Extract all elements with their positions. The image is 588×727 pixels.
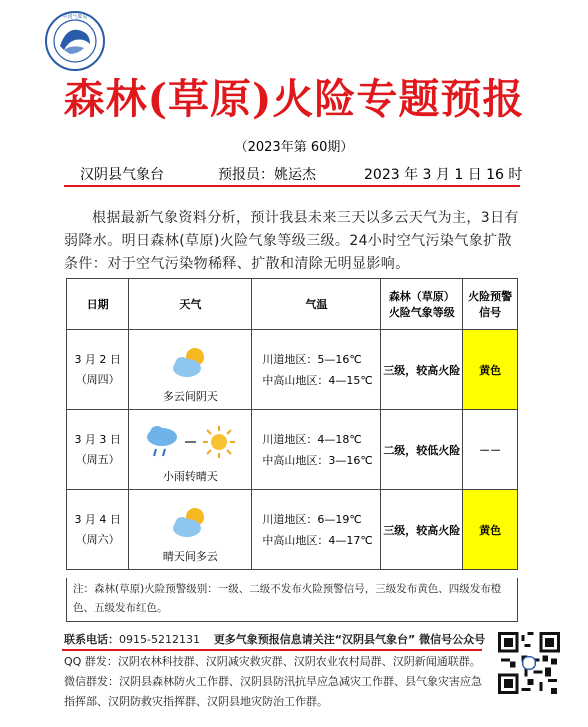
arrow-icon [184, 437, 198, 447]
row-date: 3 月 2 日 [74, 352, 121, 366]
partly-cloudy-icon [170, 504, 210, 540]
partly-cloudy-icon [170, 344, 210, 380]
row-date: 3 月 4 日 [74, 512, 121, 526]
wechat-groups: 微信群发：汉阴县森林防火工作群、汉阴县防汛抗旱应急减灾工作群、县气象灾害应急指挥部、汉阴防救灾指挥群、汉阴县地灾防治工作群。 [64, 675, 482, 708]
row-weather: 小雨转晴天 [162, 469, 218, 483]
qr-code[interactable] [498, 632, 560, 694]
header-warning-signal: 火险预警信号 [463, 279, 518, 330]
row-fire-level: 二级，较低火险 [381, 410, 463, 490]
footer-divider [62, 649, 482, 651]
follow-text: 更多气象预报信息请关注“汉阴县气象台” 微信号公众号 [213, 633, 486, 646]
sun-icon [202, 425, 236, 459]
row-temp-mountain: 中高山地区：4—17℃ [262, 533, 373, 547]
row-date: 3 月 3 日 [74, 432, 121, 446]
station-name: 汉阴县气象台 [80, 167, 164, 183]
rain-cloud-icon [144, 423, 180, 461]
forecast-table [66, 278, 518, 570]
row-weather: 多云间阴天 [162, 389, 218, 403]
table-row [67, 490, 518, 570]
issue-number: （2023年第 60期） [234, 140, 354, 155]
page-title: 森林(草原)火险专题预报 [63, 75, 525, 123]
table-row [67, 410, 518, 490]
row-weekday: （周四） [75, 372, 120, 386]
row-fire-level: 三级，较高火险 [381, 490, 463, 570]
header-date: 日期 [67, 279, 129, 330]
row-fire-level: 三级，较高火险 [381, 330, 463, 410]
header-divider [64, 185, 520, 187]
row-temp-valley: 川道地区：5—16℃ [262, 352, 362, 366]
forecaster: 预报员：姚运杰 [218, 167, 316, 183]
contact-line [64, 631, 485, 647]
phone-number: 0915-5212131 [119, 633, 200, 646]
row-weather: 晴天间多云 [162, 549, 218, 563]
phone-label: 联系电话： [64, 633, 119, 646]
table-row [67, 330, 518, 410]
row-warning-signal: 黄色 [463, 490, 518, 570]
row-warning-signal: 黄色 [463, 330, 518, 410]
row-temp-valley: 川道地区：4—18℃ [262, 432, 362, 446]
table-header-row [67, 279, 518, 330]
table-note: 注：森林(草原)火险预警级别：一级、二级不发布火险预警信号，三级发布黄色、四级发布橙色、五级发布红色。 [66, 578, 518, 622]
svg-text:中国气象局: 中国气象局 [62, 14, 88, 20]
row-temp-valley: 川道地区：6—19℃ [262, 512, 362, 526]
cma-logo [44, 10, 106, 72]
header-temperature: 气温 [252, 279, 381, 330]
header-fire-level: 森林（草原）火险气象等级 [381, 279, 463, 330]
qq-groups: QQ 群发：汉阴农林科技群、汉阴减灾救灾群、汉阴农业农村局群、汉阴新闻通联群。 [64, 655, 481, 668]
row-weekday: （周五） [75, 452, 120, 466]
intro-paragraph: 根据最新气象资料分析，预计我县未来三天以多云天气为主，3日有弱降水。明日森林(草原)火险气象等级三级。24小时空气污染气象扩散条件：对于空气污染物稀释、扩散和清除无明显影响。 [64, 210, 519, 272]
row-temp-mountain: 中高山地区：4—15℃ [262, 373, 373, 387]
row-weekday: （周六） [75, 532, 120, 546]
issue-datetime: 2023 年 3 月 1 日 16 时 [364, 167, 523, 183]
header-weather: 天气 [129, 279, 252, 330]
row-warning-signal: －－ [463, 410, 518, 490]
row-temp-mountain: 中高山地区：3—16℃ [262, 453, 373, 467]
